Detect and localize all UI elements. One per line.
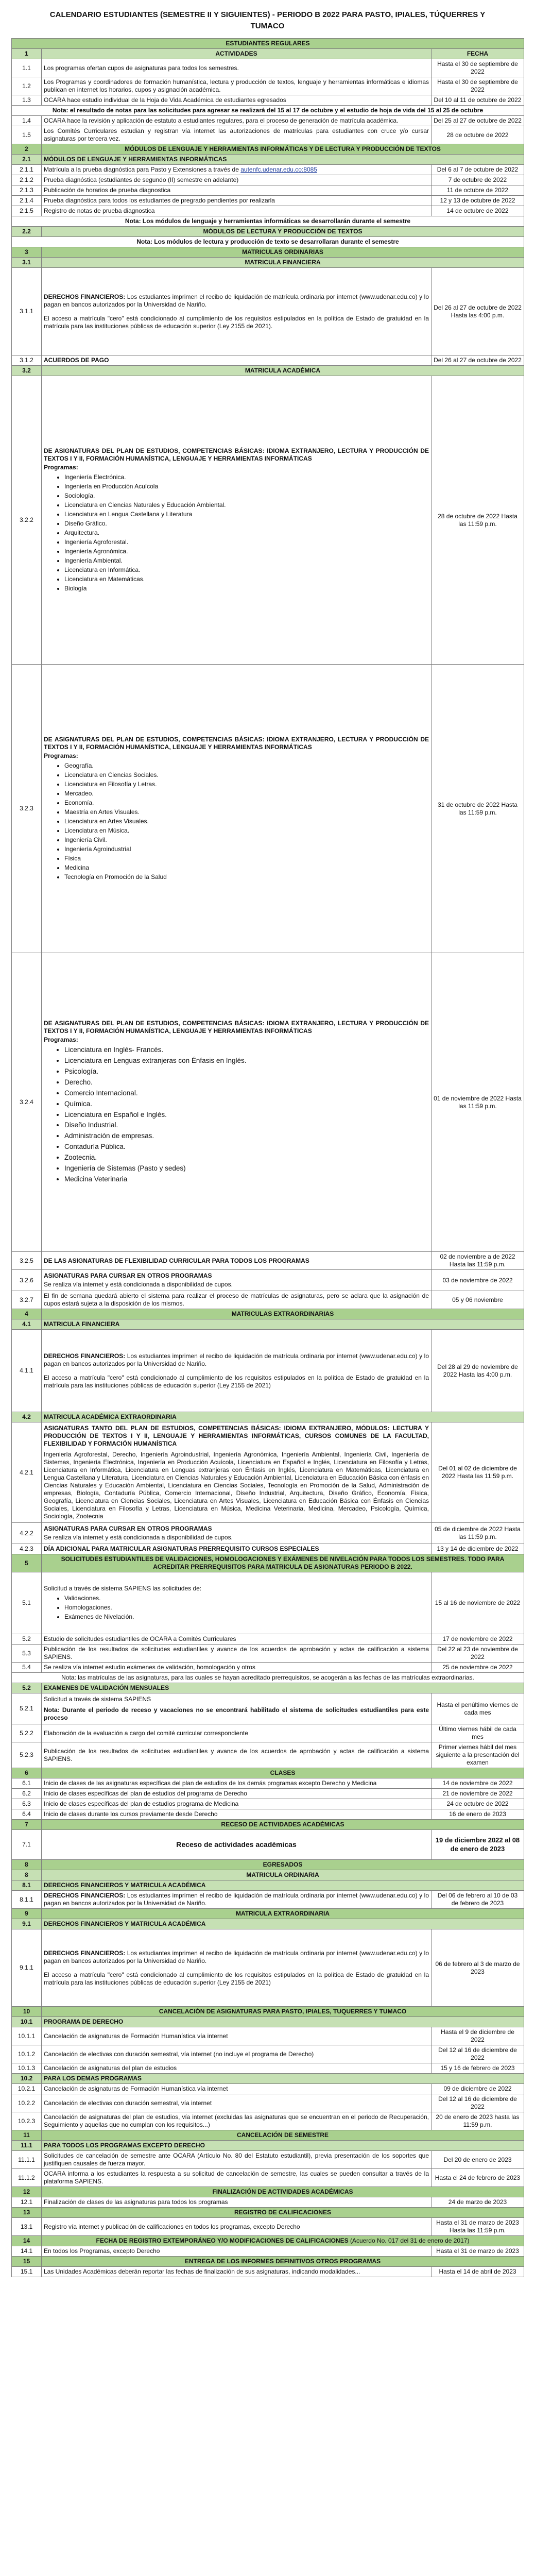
list-item: • Exámenes de Nivelación. [64, 1613, 429, 1621]
table-row: 9.1.1 DERECHOS FINANCIEROS: Los estudiantes imprimen el recibo de liquidación de matrícula ordinaria por internet (www.udenar.edu.co) y lo pagan en bancos autorizados por la Universidad de Nariño. El acceso a matrícula "cero" está condicionado al cumplimiento de los requisitos estipulados en la política de Estado de gratuidad en la matrícula para las instituciones públicas de educación superior (Ley 2155 de 2021) 06 de febrero al 3 de marzo de 2023 [12, 1929, 524, 2007]
table-row: 14.1 En todos los Programas, excepto Derecho Hasta el 31 de marzo de 2023 [12, 2246, 524, 2257]
table-row: 4.2.2 ASIGNATURAS PARA CURSAR EN OTROS PROGRAMAS Se realiza vía internet y está condicionada a disponibilidad de cupos. 05 de diciembre de 2022 Hasta las 11:59 p.m. [12, 1523, 524, 1544]
table-row: 3.2.3 DE ASIGNATURAS DEL PLAN DE ESTUDIOS, COMPETENCIAS BÁSICAS: IDIOMA EXTRANJERO, LECTURA Y PRODUCCIÓN DE TEXTOS I Y II, FORMACIÓN HUMANÍSTICA, LENGUAJE Y HERRAMIENTAS INFORMÁTICAS Programas: • Geografía. • Licenciatura en Ciencias Sociales. • Licenciatura en Filosofía y Letras. • Mercadeo. • Economía. • Maestría en Artes Visuales. • Licenciatura en Artes Visuales. • Licenciatura en Música. • Ingeniería Civil. • Ingeniería Agroindustrial • Física • Medicina • Tecnología en Promoción de la Salud 31 de octubre de 2022 Hasta las 11:59 p.m. [12, 665, 524, 953]
table-row: 5.2.2 Elaboración de la evaluación a cargo del comité curricular correspondiente Último viernes hábil de cada mes [12, 1724, 524, 1742]
col-activity: ACTIVIDADES [42, 49, 432, 59]
section-header-10: 10 CANCELACIÓN DE ASIGNATURAS PARA PASTO, IPIALES, TUQUERRES Y TUMACO [12, 2007, 524, 2017]
section-header-11: 11 CANCELACIÓN DE SEMESTRE [12, 2130, 524, 2141]
table-row: 12.1 Finalización de clases de las asignaturas para todos los programas 24 de marzo de 2023 [12, 2197, 524, 2208]
list-item: • Ingeniería Agroindustrial [64, 845, 429, 853]
table-row: 5.2 Estudio de solicitudes estudiantiles de OCARA a Comités Curriculares 17 de noviembre de 2022 [12, 1634, 524, 1645]
table-row: 2.1.5 Registro de notas de prueba diagnostica 14 de octubre de 2022 [12, 206, 524, 216]
table-row: 7.1 Receso de actividades académicas 19 de diciembre 2022 al 08 de enero de 2023 [12, 1830, 524, 1860]
list-item: • Licenciatura en Informática. [64, 566, 429, 574]
list-item: • Licenciatura en Inglés- Francés. [64, 1046, 429, 1055]
note-row: Nota: el resultado de notas para las solicitudes para agresar se realizará del 15 al 17 de octubre y el estudio de hoja de vida del 15 al 25 de octubre [12, 106, 524, 116]
list-item: • Comercio Internacional. [64, 1089, 429, 1098]
list-item: • Tecnología en Promoción de la Salud [64, 873, 429, 881]
list-item: • Licenciatura en Música. [64, 827, 429, 835]
table-row: 2.1.4 Prueba diagnóstica para todos los estudiantes de pregrado pendientes por realizarla 12 y 13 de octubre de 2022 [12, 196, 524, 206]
list-item: • Contaduría Pública. [64, 1143, 429, 1151]
table-row: 3.1.1 DERECHOS FINANCIEROS: Los estudiantes imprimen el recibo de liquidación de matrícula ordinaria por internet (www.udenar.edu.co) y lo pagan en bancos autorizados por la Universidad de Nariño. El acceso a matrícula "cero" está condicionado al cumplimiento de los requisitos estipulados en la política de Estado de gratuidad en la matrícula para las instituciones públicas de educación superior (Ley 2155 de 2021). Del 26 al 27 de octubre de 2022 Hasta las 4:00 p.m. [12, 268, 524, 355]
program-list-322 [64, 473, 429, 592]
list-item: • Licenciatura en Ciencias Naturales y Educación Ambiental. [64, 501, 429, 509]
column-headers [12, 49, 524, 59]
subsection-header-9-1: 9.1 DERECHOS FINANCIEROS Y MATRICULA ACADÉMICA [12, 1919, 524, 1929]
table-row: 11.1.2 OCARA informa a los estudiantes la respuesta a su solicitud de cancelación de semestre, las cuales se pueden consultar a través de la plataforma SAPIENS. Hasta el 24 de febrero de 2023 [12, 2169, 524, 2187]
list-item: • Economía. [64, 799, 429, 807]
table-row: 3.2.2 DE ASIGNATURAS DEL PLAN DE ESTUDIOS, COMPETENCIAS BÁSICAS: IDIOMA EXTRANJERO, LECTURA Y PRODUCCIÓN DE TEXTOS I Y II, FORMACIÓN HUMANÍSTICA, LENGUAJE Y HERRAMIENTAS INFORMÁTICAS Programas: • Ingeniería Electrónica. • Ingeniería en Producción Acuícola • Sociología. • Licenciatura en Ciencias Naturales y Educación Ambiental. • Licenciatura en Lengua Castellana y Literatura • Diseño Gráfico. • Arquitectura. • Ingeniería Agroforestal. • Ingeniería Agronómica. • Ingeniería Ambiental. • Licenciatura en Informática. • Licenciatura en Matemáticas. • Biología 28 de octubre de 2022 Hasta las 11:59 p.m. [12, 376, 524, 665]
list-item: • Homologaciones. [64, 1604, 429, 1612]
list-item: • Sociología. [64, 492, 429, 500]
table-row: 6.4 Inicio de clases durante los cursos previamente desde Derecho 16 de enero de 2023 [12, 1809, 524, 1820]
table-row: 2.1.3 Publicación de horarios de prueba diagnostica 11 de octubre de 2022 [12, 185, 524, 196]
table-row: 11.1.1 Solicitudes de cancelación de semestre ante OCARA (Artículo No. 80 del Estatuto estudiantil), previa presentación de los soportes que justifiquen causales de fuerza mayor. Del 20 de enero de 2023 [12, 2151, 524, 2169]
table-row: 2.1.1 Matrícula a la prueba diagnóstica para Pasto y Extensiones a través de autenfc.udenar.edu.co:8085 Del 6 al 7 de octubre de 2022 [12, 165, 524, 175]
table-row: 4.1.1 DERECHOS FINANCIEROS: Los estudiantes imprimen el recibo de liquidación de matrícula ordinaria por internet (www.udenar.edu.co) y lo pagan en bancos autorizados por la Universidad de Nariño. El acceso a matrícula "cero" está condicionado al cumplimiento de los requisitos estipulados en la política de Estado de gratuidad en la matrícula para las instituciones públicas de educación superior (Ley 2155 de 2021) Del 28 al 29 de noviembre de 2022 Hasta las 4:00 p.m. [12, 1330, 524, 1412]
list-item: • Licenciatura en Español e Inglés. [64, 1111, 429, 1120]
col-date: FECHA [432, 49, 524, 59]
table-row: 2.1.2 Prueba diagnóstica (estudiantes de segundo (II) semestre en adelante) 7 de octubre de 2022 [12, 175, 524, 185]
table-row: 8.1.1 DERECHOS FINANCIEROS: Los estudiantes imprimen el recibo de liquidación de matrícula ordinaria por internet (www.udenar.edu.co) y lo pagan en bancos autorizados por la Universidad de Nariño. Del 06 de febrero al 10 de 03 de febrero de 2023 [12, 1891, 524, 1909]
list-item: • Ingeniería Agroforestal. [64, 538, 429, 546]
list-item: • Licenciatura en Matemáticas. [64, 575, 429, 583]
table-row: 4.2.3 DÍA ADICIONAL PARA MATRICULAR ASIGNATURAS PRERREQUISITO CURSOS ESPECIALES 13 y 14 de diciembre de 2022 [12, 1544, 524, 1554]
table-row: 5.2.3 Publicación de los resultados de solicitudes estudiantiles y avance de los acuerdos de aprobación y actas de calificación a sistema SAPIENS. Primer viernes hábil del mes siguiente a la presentación del examen [12, 1742, 524, 1768]
table-row: 5.4 Se realiza vía internet estudio exámenes de validación, homologación y otros 25 de noviembre de 2022 [12, 1663, 524, 1673]
table-row: 3.2.7 El fin de semana quedará abierto el sistema para realizar el proceso de matrículas de asignaturas, pero se aclara que la asignación de cupos estará sujeta a la disposición de los mismos. 05 y 06 noviembre [12, 1291, 524, 1309]
document-title: CALENDARIO ESTUDIANTES (SEMESTRE II Y SIGUIENTES) - PERIODO B 2022 PARA PASTO, IPIALES, TÚQUERRES Y TUMACO [49, 10, 486, 30]
list-item: • Medicina [64, 864, 429, 872]
note-row: Nota: Los módulos de lectura y producción de texto se desarrollaran durante el semestre [12, 237, 524, 247]
table-row: 4.2.1 ASIGNATURAS TANTO DEL PLAN DE ESTUDIOS, COMPETENCIAS BÁSICAS: IDIOMA EXTRANJERO, MÓDULOS: LECTURA Y PRODUCCIÓN DE TEXTOS I Y II, LENGUAJE Y HERRAMIENTAS INFORMÁTICAS, CURSOS COMUNES DE LA FACULTAD, FLEXIBILIDAD Y FORMACIÓN HUMANÍSTICA Ingeniería Agroforestal, Derecho, Ingeniería Agroindustrial, Ingeniería Agronómica, Ingeniería Ambiental, Ingeniería Civil, Ingeniería de Sistemas, Ingeniería Electrónica, Ingeniería en Producción Acuícola, Licenciatura en Español e Inglés, Licenciatura en Filosofía y Letras, Licenciatura en Informática, Licenciatura en Lenguas extranjeras con Énfasis en Inglés, Licenciatura en Matemáticas, Licenciatura en Lengua Castellana y Literatura, Licenciatura en Ciencias Naturales y Educación Ambiental, Licenciatura en Educación Básica con énfasis en Ciencias Naturales y Educación Ambiental, Licenciatura en Ciencias Sociales, Tecnología en Promoción de la Salud, Administración de empresas, Biología, Contaduría Pública, Comercio Internacional, Diseño Industrial, Arquitectura, Diseño Gráfico, Economía, Física, Geografía, Licenciatura en Ciencias Sociales, Licenciatura en Artes Visuales, Licenciatura en Educación Básica con Énfasis en Ciencias Sociales, Licenciatura en Filosofía y Letras, Licenciatura en Música, Medicina Veterinaria, Medicina, Mercadeo, Psicología, Química, Sociología, Zootecnia Del 01 al 02 de diciembre de 2022 Hasta las 11:59 p.m. [12, 1422, 524, 1523]
subsection-header-3-1: 3.1 MATRICULA FINANCIERA [12, 258, 524, 268]
list-item: • Biología [64, 585, 429, 592]
subsection-header-8-1: 8.1 DERECHOS FINANCIEROS Y MATRICULA ACADÉMICA [12, 1880, 524, 1891]
list-item: • Medicina Veterinaria [64, 1175, 429, 1184]
table-row: 10.1.3 Cancelación de asignaturas del plan de estudios 15 y 16 de febrero de 2023 [12, 2063, 524, 2074]
list-item: • Ingeniería Agronómica. [64, 548, 429, 555]
table-row: 10.2.2 Cancelación de electivas con duración semestral, vía internet Del 12 al 16 de diciembre de 2022 [12, 2094, 524, 2112]
section-header-15: 15 ENTREGA DE LOS INFORMES DEFINITIVOS OTROS PROGRAMAS [12, 2257, 524, 2267]
table-row: 10.2.1 Cancelación de asignaturas de Formación Humanística vía internet 09 de diciembre de 2022 [12, 2084, 524, 2094]
subsection-header-10-2: 10.2 PARA LOS DEMAS PROGRAMAS [12, 2074, 524, 2084]
note-row: Nota: las matrículas de las asignaturas, para las cuales se hayan acreditado prerrequisitos, se acogerán a las fechas de las matrículas extraordinarias. [12, 1673, 524, 1683]
list-item: • Psicología. [64, 1067, 429, 1076]
list-item: • Derecho. [64, 1078, 429, 1087]
table-row: 3.1.2 ACUERDOS DE PAGO Del 26 al 27 de octubre de 2022 [12, 355, 524, 366]
section-header-14: 14 FECHA DE REGISTRO EXTEMPORÁNEO Y/O MODIFICACIONES DE CALIFICACIONES (Acuerdo No. 017 del 31 de enero de 2017) [12, 2236, 524, 2246]
program-list-324 [64, 1046, 429, 1183]
table-row: 1.1 Los programas ofertan cupos de asignaturas para todos los semestres. Hasta el 30 de septiembre de 2022 [12, 59, 524, 77]
list-item: • Diseño Gráfico. [64, 520, 429, 528]
table-row: 3.2.5 DE LAS ASIGNATURAS DE FLEXIBILIDAD CURRICULAR PARA TODOS LOS PROGRAMAS 02 de noviembre a de 2022 Hasta las 11:59 p.m. [12, 1252, 524, 1270]
list-item: • Zootecnia. [64, 1154, 429, 1162]
list-item: • Licenciatura en Lenguas extranjeras con Énfasis en Inglés. [64, 1057, 429, 1065]
table-row: 5.3 Publicación de los resultados de solicitudes estudiantiles y avance de los acuerdos de aprobación y actas de calificación a sistema SAPIENS. Del 22 al 23 de noviembre de 2022 [12, 1645, 524, 1663]
list-item: • Química. [64, 1100, 429, 1109]
list-item: • Ingeniería Electrónica. [64, 473, 429, 481]
col-num: 1 [12, 49, 42, 59]
section-header-4: 4 MATRICULAS EXTRAORDINARIAS [12, 1309, 524, 1319]
diagnostic-test-link[interactable]: autenfc.udenar.edu.co:8085 [240, 166, 318, 173]
section-header-12: 12 FINALIZACIÓN DE ACTIVIDADES ACADÉMICAS [12, 2187, 524, 2197]
table-row: 13.1 Registro vía internet y publicación de calificaciones en todos los programas, excepto Derecho Hasta el 31 de marzo de 2023 Hasta las 11:59 p.m. [12, 2218, 524, 2236]
list-item: • Licenciatura en Filosofía y Letras. [64, 781, 429, 788]
table-row: 1.5 Los Comités Curriculares estudian y registran vía internet las autorizaciones de matrículas para estudiantes con cruce y/o cursar asignaturas por tercera vez. 28 de octubre de 2022 [12, 126, 524, 144]
program-list-323 [64, 762, 429, 881]
section-header-3: 3 MATRICULAS ORDINARIAS [12, 247, 524, 258]
subsection-header-8: 8 MATRICULA ORDINARIA [12, 1870, 524, 1880]
subsection-header-10-1: 10.1 PROGRAMA DE DERECHO [12, 2017, 524, 2027]
subsection-header-2-2: 2.2 MÓDULOS DE LECTURA Y PRODUCCIÓN DE TEXTOS [12, 227, 524, 237]
table-row: 10.1.2 Cancelación de electivas con duración semestral, vía internet (no incluye el programa de Derecho) Del 12 al 16 de diciembre de 2022 [12, 2045, 524, 2063]
section-header-13: 13 REGISTRO DE CALIFICACIONES [12, 2208, 524, 2218]
section-header-2: 2 MÓDULOS DE LENGUAJE Y HERRAMIENTAS INFORMÁTICAS Y DE LECTURA Y PRODUCCIÓN DE TEXTOS [12, 144, 524, 155]
list-item: • Mercadeo. [64, 790, 429, 798]
list-item: • Geografía. [64, 762, 429, 770]
list-item: • Licenciatura en Artes Visuales. [64, 818, 429, 825]
list-item: • Validaciones. [64, 1595, 429, 1602]
list-item: • Maestría en Artes Visuales. [64, 808, 429, 816]
table-row: 6.2 Inicio de clases específicas del plan de estudios del programa de Derecho 21 de noviembre de 2022 [12, 1789, 524, 1799]
section-header-regulares: ESTUDIANTES REGULARES [12, 39, 524, 49]
section-header-8: 8 EGRESADOS [12, 1860, 524, 1870]
subsection-header-3-2: 3.2 MATRICULA ACADÉMICA [12, 366, 524, 376]
list-item: • Diseño Industrial. [64, 1121, 429, 1130]
section-header-7: 7 RECESO DE ACTIVIDADES ACADÉMICAS [12, 1820, 524, 1830]
table-row: 1.3 OCARA hace estudio individual de la Hoja de Vida Académica de estudiantes egresados Del 10 al 11 de octubre de 2022 [12, 95, 524, 106]
table-row: 15.1 Las Unidades Académicas deberán reportar las fechas de finalización de sus asignaturas, indicando modalidades... Hasta el 14 de abril de 2023 [12, 2267, 524, 2277]
note-row: Nota: Los módulos de lenguaje y herramientas informáticas se desarrollarán durante el semestre [12, 216, 524, 227]
table-row: 3.2.4 DE ASIGNATURAS DEL PLAN DE ESTUDIOS, COMPETENCIAS BÁSICAS: IDIOMA EXTRANJERO, LECTURA Y PRODUCCIÓN DE TEXTOS I Y II, FORMACIÓN HUMANÍSTICA, LENGUAJE Y HERRAMIENTAS INFORMÁTICAS Programas: • Licenciatura en Inglés- Francés. • Licenciatura en Lenguas extranjeras con Énfasis en Inglés. • Psicología. • Derecho. • Comercio Internacional. • Química. • Licenciatura en Español e Inglés. • Diseño Industrial. • Administración de empresas. • Contaduría Pública. • Zootecnia. • Ingeniería de Sistemas (Pasto y sedes) • Medicina Veterinaria 01 de noviembre de 2022 Hasta las 11:59 p.m. [12, 953, 524, 1252]
list-item: • Ingeniería de Sistemas (Pasto y sedes) [64, 1164, 429, 1173]
subsection-header-11-1: 11.1 PARA TODOS LOS PROGRAMAS EXCEPTO DERECHO [12, 2141, 524, 2151]
table-row: 10.1.1 Cancelación de asignaturas de Formación Humanística vía internet Hasta el 9 de diciembre de 2022 [12, 2027, 524, 2045]
request-type-list [64, 1595, 429, 1621]
list-item: • Arquitectura. [64, 529, 429, 537]
table-row: 10.2.3 Cancelación de asignaturas del plan de estudios, vía internet (excluidas las asignaturas que se encuentran en el periodo de Recuperación, Seguimiento y aquellas que no cumplan con los requisitos...) 20 de enero de 2023 hasta las 11:59 p.m. [12, 2112, 524, 2130]
table-row: 1.4 OCARA hace la revisión y aplicación de estatuto a estudiantes regulares, para el proceso de generación de matrícula académica. Del 25 al 27 de octubre de 2022 [12, 116, 524, 126]
list-item: • Licenciatura en Ciencias Sociales. [64, 771, 429, 779]
table-row: 3.2.6 ASIGNATURAS PARA CURSAR EN OTROS PROGRAMAS Se realiza vía internet y está condicionada a disponibilidad de cupos. 03 de noviembre de 2022 [12, 1270, 524, 1291]
table-row: 1.2 Los Programas y coordinadores de formación humanística, lectura y producción de textos, lenguaje y herramientas informáticas e idiomas publican en internet los horarios, cupos y asignación académica. Hasta el 30 de septiembre de 2022 [12, 77, 524, 95]
list-item: • Ingeniería Ambiental. [64, 557, 429, 565]
section-header-9: 9 MATRICULA EXTRAORDINARIA [12, 1909, 524, 1919]
section-header-6: 6 CLASES [12, 1768, 524, 1778]
list-item: • Ingeniería Civil. [64, 836, 429, 844]
list-item: • Licenciatura en Lengua Castellana y Literatura [64, 511, 429, 518]
table-row: 5.2.1 Solicitud a través de sistema SAPIENS Nota: Durante el periodo de receso y vacaciones no se encontrará habilitado el sistema de solicitudes estudiantiles para este proceso Hasta el penúltimo viernes de cada mes [12, 1693, 524, 1724]
list-item: • Ingeniería en Producción Acuícola [64, 483, 429, 490]
subsection-header-4-2: 4.2 MATRICULA ACADÉMICA EXTRAORDINARIA [12, 1412, 524, 1422]
list-item: • Física [64, 855, 429, 862]
list-item: • Administración de empresas. [64, 1132, 429, 1141]
table-row: 6.3 Inicio de clases específicas del plan de estudios programa de Medicina 24 de octubre de 2022 [12, 1799, 524, 1809]
subsection-header-5-2: 5.2 EXAMENES DE VALIDACIÓN MENSUALES [12, 1683, 524, 1693]
calendar-table [11, 38, 524, 2277]
section-header-5: 5 SOLICITUDES ESTUDIANTILES DE VALIDACIONES, HOMOLOGACIONES Y EXÁMENES DE NIVELACIÓN PARA TODOS LOS SEMESTRES. TODO PARA ACREDITAR PRERREQUISITOS PARA MATRICULA DE ASIGNATURAS PERIODO B 2022. [12, 1554, 524, 1572]
subsection-header-4-1: 4.1 MATRICULA FINANCIERA [12, 1319, 524, 1330]
table-row: 6.1 Inicio de clases de las asignaturas específicas del plan de estudios de los demás programas excepto Derecho y Medicina 14 de noviembre de 2022 [12, 1778, 524, 1789]
table-row: 5.1 Solicitud a través de sistema SAPIENS las solicitudes de: • Validaciones. • Homologaciones. • Exámenes de Nivelación. 15 al 16 de noviembre de 2022 [12, 1572, 524, 1634]
subsection-header-2-1: 2.1 MÓDULOS DE LENGUAJE Y HERRAMIENTAS INFORMÁTICAS [12, 155, 524, 165]
